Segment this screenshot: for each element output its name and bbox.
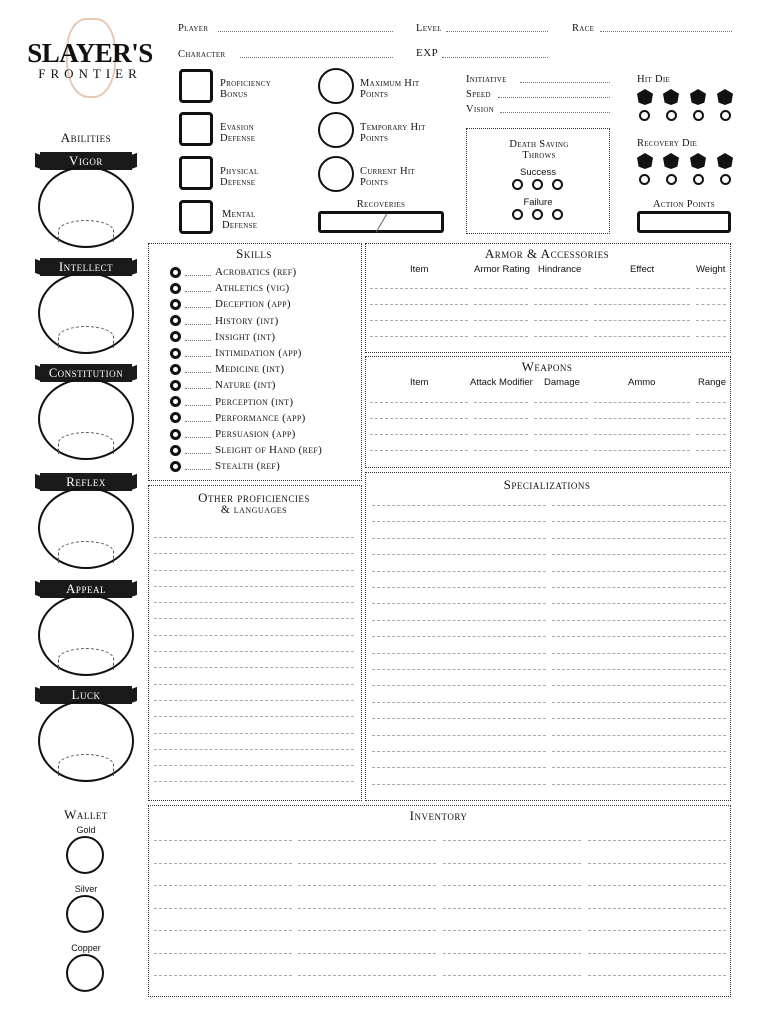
armor-row-line[interactable] bbox=[370, 320, 468, 321]
other-proficiency-line[interactable] bbox=[154, 553, 354, 554]
specialization-line[interactable] bbox=[372, 669, 546, 670]
silver-field[interactable] bbox=[66, 895, 104, 933]
specialization-line[interactable] bbox=[372, 751, 546, 752]
skill-name: Performance (app) bbox=[215, 411, 306, 424]
hit-die-check-4[interactable] bbox=[720, 110, 731, 121]
other-proficiency-line[interactable] bbox=[154, 635, 354, 636]
armor-col-hindrance: Hindrance bbox=[538, 264, 582, 275]
inventory-title: Inventory bbox=[409, 808, 468, 823]
logo-title: SLAYER'S bbox=[27, 38, 153, 68]
temporary-hit-points-circle[interactable] bbox=[318, 112, 354, 148]
inventory-line[interactable] bbox=[298, 863, 436, 864]
inventory-line[interactable] bbox=[588, 885, 726, 886]
luck-banner: Luck bbox=[40, 686, 132, 704]
reflex-banner: Reflex bbox=[40, 473, 132, 491]
specialization-line[interactable] bbox=[552, 735, 726, 736]
skill-name: History (int) bbox=[215, 314, 279, 327]
skill-row[interactable] bbox=[170, 395, 293, 409]
specialization-line[interactable] bbox=[552, 587, 726, 588]
skill-name: Medicine (int) bbox=[215, 363, 285, 376]
armor-row-line[interactable] bbox=[594, 336, 690, 337]
inventory-line[interactable] bbox=[154, 885, 292, 886]
failure-label: Failure bbox=[523, 197, 553, 208]
initiative-label: Initiative bbox=[466, 74, 507, 85]
luck-score[interactable] bbox=[38, 700, 134, 782]
armor-row-line[interactable] bbox=[474, 304, 528, 305]
inventory-line[interactable] bbox=[298, 953, 436, 954]
weapons-col-attack: Attack Modifier bbox=[470, 377, 533, 388]
initiative-field[interactable] bbox=[520, 82, 610, 83]
specialization-line[interactable] bbox=[552, 521, 726, 522]
inventory-line[interactable] bbox=[443, 885, 581, 886]
weapon-row-line[interactable] bbox=[370, 450, 468, 451]
current-hit-points-circle[interactable] bbox=[318, 156, 354, 192]
success-check-3[interactable] bbox=[552, 179, 563, 190]
specialization-line[interactable] bbox=[372, 571, 546, 572]
vision-field[interactable] bbox=[500, 112, 610, 113]
weapon-row-line[interactable] bbox=[474, 450, 528, 451]
weapon-row-line[interactable] bbox=[696, 450, 726, 451]
inventory-line[interactable] bbox=[588, 908, 726, 909]
skill-proficiency-checkbox[interactable] bbox=[170, 299, 181, 310]
armor-row-line[interactable] bbox=[474, 320, 528, 321]
level-field[interactable] bbox=[446, 31, 548, 32]
action-points-box[interactable] bbox=[637, 211, 731, 233]
other-proficiencies-title: Other proficiencies bbox=[198, 490, 310, 505]
other-proficiency-line[interactable] bbox=[154, 602, 354, 603]
race-label: Race bbox=[572, 23, 595, 34]
constitution-modifier[interactable] bbox=[58, 432, 114, 454]
weapon-row-line[interactable] bbox=[534, 418, 588, 419]
specialization-line[interactable] bbox=[372, 685, 546, 686]
evasion-defense-box[interactable] bbox=[179, 112, 213, 146]
inventory-line[interactable] bbox=[443, 953, 581, 954]
armor-row-line[interactable] bbox=[534, 288, 588, 289]
skill-modifier-field[interactable] bbox=[185, 365, 211, 373]
specialization-line[interactable] bbox=[552, 653, 726, 654]
weapon-row-line[interactable] bbox=[474, 418, 528, 419]
armor-row-line[interactable] bbox=[696, 304, 726, 305]
intellect-modifier[interactable] bbox=[58, 326, 114, 348]
specialization-line[interactable] bbox=[372, 554, 546, 555]
skill-modifier-field[interactable] bbox=[185, 317, 211, 325]
hit-die-check-1[interactable] bbox=[639, 110, 650, 121]
skill-row[interactable] bbox=[170, 459, 280, 473]
weapon-row-line[interactable] bbox=[370, 418, 468, 419]
armor-row-line[interactable] bbox=[534, 304, 588, 305]
recovery-die-check-3[interactable] bbox=[693, 174, 704, 185]
skill-proficiency-checkbox[interactable] bbox=[170, 461, 181, 472]
weapons-col-damage: Damage bbox=[544, 377, 580, 388]
specialization-line[interactable] bbox=[372, 784, 546, 785]
inventory-line[interactable] bbox=[588, 930, 726, 931]
skill-name: Athletics (vig) bbox=[215, 282, 290, 295]
skill-name: Nature (int) bbox=[215, 379, 276, 392]
skill-modifier-field[interactable] bbox=[185, 349, 211, 357]
weapons-col-item: Item bbox=[410, 377, 429, 388]
copper-label: Copper bbox=[71, 943, 101, 953]
armor-row-line[interactable] bbox=[696, 288, 726, 289]
current-hit-points-label: Current Hit Points bbox=[360, 166, 416, 188]
skill-proficiency-checkbox[interactable] bbox=[170, 267, 181, 278]
inventory-line[interactable] bbox=[154, 908, 292, 909]
armor-row-line[interactable] bbox=[370, 336, 468, 337]
specialization-line[interactable] bbox=[372, 718, 546, 719]
recovery-die-label: Recovery Die bbox=[637, 138, 698, 149]
weapon-row-line[interactable] bbox=[370, 402, 468, 403]
level-label: Level bbox=[416, 23, 442, 34]
action-points-label: Action Points bbox=[653, 199, 715, 210]
skill-modifier-field[interactable] bbox=[185, 462, 211, 470]
hit-die-d8-icon bbox=[690, 89, 706, 105]
other-proficiency-line[interactable] bbox=[154, 700, 354, 701]
weapon-row-line[interactable] bbox=[594, 434, 690, 435]
skill-modifier-field[interactable] bbox=[185, 381, 211, 389]
speed-field[interactable] bbox=[498, 97, 610, 98]
specialization-line[interactable] bbox=[552, 603, 726, 604]
other-proficiency-line[interactable] bbox=[154, 716, 354, 717]
armor-col-rating: Armor Rating bbox=[474, 264, 530, 275]
recovery-die-d6-icon bbox=[663, 153, 679, 169]
specialization-line[interactable] bbox=[372, 521, 546, 522]
specialization-line[interactable] bbox=[372, 735, 546, 736]
skill-name: Intimidation (app) bbox=[215, 347, 302, 359]
specialization-line[interactable] bbox=[372, 636, 546, 637]
inventory-line[interactable] bbox=[588, 840, 726, 841]
specialization-line[interactable] bbox=[552, 784, 726, 785]
physical-defense-label: Physical Defense bbox=[220, 166, 259, 188]
wallet-title: Wallet bbox=[64, 807, 108, 822]
other-proficiency-line[interactable] bbox=[154, 618, 354, 619]
recovery-die-d8-icon bbox=[690, 153, 706, 169]
inventory-line[interactable] bbox=[298, 840, 436, 841]
death-saving-throws-title: Death Saving Throws bbox=[509, 139, 569, 161]
constitution-score[interactable] bbox=[38, 378, 134, 460]
constitution-banner: Constitution bbox=[40, 364, 132, 382]
inventory-line[interactable] bbox=[588, 975, 726, 976]
reflex-score[interactable] bbox=[38, 487, 134, 569]
skill-name: Deception (app) bbox=[215, 298, 291, 311]
specializations-title: Specializations bbox=[503, 477, 591, 492]
specialization-line[interactable] bbox=[552, 538, 726, 539]
skill-proficiency-checkbox[interactable] bbox=[170, 396, 181, 407]
skill-proficiency-checkbox[interactable] bbox=[170, 380, 181, 391]
weapon-row-line[interactable] bbox=[534, 402, 588, 403]
other-proficiency-line[interactable] bbox=[154, 537, 354, 538]
skill-modifier-field[interactable] bbox=[185, 284, 211, 292]
luck-modifier[interactable] bbox=[58, 754, 114, 776]
weapon-row-line[interactable] bbox=[534, 434, 588, 435]
recovery-die-d4-icon bbox=[637, 153, 653, 169]
armor-row-line[interactable] bbox=[370, 304, 468, 305]
reflex-modifier[interactable] bbox=[58, 541, 114, 563]
inventory-line[interactable] bbox=[443, 975, 581, 976]
evasion-defense-label: Evasion Defense bbox=[220, 122, 256, 144]
player-label: Player bbox=[178, 23, 209, 34]
vigor-banner: Vigor bbox=[40, 152, 132, 170]
abilities-title: Abilities bbox=[60, 130, 112, 145]
other-proficiency-line[interactable] bbox=[154, 765, 354, 766]
failure-check-3[interactable] bbox=[552, 209, 563, 220]
other-proficiencies-panel bbox=[148, 485, 362, 801]
skill-row[interactable] bbox=[170, 411, 306, 425]
intellect-banner: Intellect bbox=[40, 258, 132, 276]
weapons-col-ammo: Ammo bbox=[628, 377, 656, 388]
weapon-row-line[interactable] bbox=[696, 418, 726, 419]
weapon-row-line[interactable] bbox=[696, 434, 726, 435]
armor-row-line[interactable] bbox=[594, 320, 690, 321]
success-check-2[interactable] bbox=[532, 179, 543, 190]
specialization-line[interactable] bbox=[372, 603, 546, 604]
skill-modifier-field[interactable] bbox=[185, 398, 211, 406]
death-saving-throws-panel bbox=[466, 128, 610, 234]
skill-proficiency-checkbox[interactable] bbox=[170, 331, 181, 342]
skill-modifier-field[interactable] bbox=[185, 300, 211, 308]
character-label: Character bbox=[178, 49, 226, 60]
skill-proficiency-checkbox[interactable] bbox=[170, 315, 181, 326]
inventory-line[interactable] bbox=[443, 840, 581, 841]
weapon-row-line[interactable] bbox=[696, 402, 726, 403]
armor-row-line[interactable] bbox=[534, 320, 588, 321]
hit-die-d6-icon bbox=[663, 89, 679, 105]
armor-row-line[interactable] bbox=[474, 336, 528, 337]
character-field[interactable] bbox=[240, 57, 393, 58]
other-proficiency-line[interactable] bbox=[154, 651, 354, 652]
other-proficiency-line[interactable] bbox=[154, 667, 354, 668]
skill-modifier-field[interactable] bbox=[185, 446, 211, 454]
specialization-line[interactable] bbox=[372, 767, 546, 768]
other-proficiencies-subtitle: & languages bbox=[220, 504, 288, 516]
skill-row[interactable] bbox=[170, 362, 284, 376]
skill-row[interactable] bbox=[170, 265, 297, 279]
skill-proficiency-checkbox[interactable] bbox=[170, 364, 181, 375]
skill-name: Acrobatics (ref) bbox=[215, 266, 297, 278]
recoveries-box[interactable] bbox=[318, 211, 444, 233]
specialization-line[interactable] bbox=[372, 620, 546, 621]
silver-label: Silver bbox=[74, 884, 98, 894]
logo-subtitle: FRONTIER bbox=[38, 66, 142, 81]
armor-row-line[interactable] bbox=[594, 288, 690, 289]
vigor-score[interactable] bbox=[38, 166, 134, 248]
maximum-hit-points-label: Maximum Hit Points bbox=[360, 78, 420, 100]
specialization-line[interactable] bbox=[552, 636, 726, 637]
physical-defense-box[interactable] bbox=[179, 156, 213, 190]
armor-row-line[interactable] bbox=[594, 304, 690, 305]
inventory-line[interactable] bbox=[443, 863, 581, 864]
vision-label: Vision bbox=[466, 104, 495, 115]
specialization-line[interactable] bbox=[552, 685, 726, 686]
weapon-row-line[interactable] bbox=[534, 450, 588, 451]
player-field[interactable] bbox=[218, 31, 393, 32]
hit-die-label: Hit Die bbox=[637, 74, 671, 85]
skill-modifier-field[interactable] bbox=[185, 430, 211, 438]
skill-row[interactable] bbox=[170, 378, 276, 392]
specialization-line[interactable] bbox=[552, 505, 726, 506]
recoveries-divider bbox=[376, 213, 388, 233]
vigor-modifier[interactable] bbox=[58, 220, 114, 242]
inventory-line[interactable] bbox=[298, 975, 436, 976]
inventory-line[interactable] bbox=[154, 953, 292, 954]
speed-label: Speed bbox=[466, 89, 491, 100]
specialization-line[interactable] bbox=[552, 669, 726, 670]
mental-defense-label: Mental Defense bbox=[222, 209, 258, 231]
appeal-banner: Appeal bbox=[40, 580, 132, 598]
inventory-line[interactable] bbox=[298, 885, 436, 886]
skill-proficiency-checkbox[interactable] bbox=[170, 429, 181, 440]
success-label: Success bbox=[520, 167, 556, 178]
hit-die-d4-icon bbox=[637, 89, 653, 105]
other-proficiency-line[interactable] bbox=[154, 586, 354, 587]
mental-defense-box[interactable] bbox=[179, 200, 213, 234]
appeal-score[interactable] bbox=[38, 594, 134, 676]
other-proficiency-line[interactable] bbox=[154, 570, 354, 571]
skill-row[interactable] bbox=[170, 427, 296, 441]
recovery-die-check-2[interactable] bbox=[666, 174, 677, 185]
recovery-die-check-4[interactable] bbox=[720, 174, 731, 185]
armor-col-item: Item bbox=[410, 264, 429, 275]
inventory-line[interactable] bbox=[588, 863, 726, 864]
skill-row[interactable] bbox=[170, 443, 322, 457]
skill-row[interactable] bbox=[170, 330, 275, 344]
copper-field[interactable] bbox=[66, 954, 104, 992]
skill-name: Insight (int) bbox=[215, 330, 276, 343]
armor-row-line[interactable] bbox=[534, 336, 588, 337]
exp-label: EXP bbox=[416, 47, 439, 59]
inventory-line[interactable] bbox=[154, 863, 292, 864]
armor-col-weight: Weight bbox=[696, 264, 726, 275]
armor-col-effect: Effect bbox=[630, 264, 655, 275]
maximum-hit-points-circle[interactable] bbox=[318, 68, 354, 104]
armor-row-line[interactable] bbox=[370, 288, 468, 289]
armor-row-line[interactable] bbox=[474, 288, 528, 289]
skill-name: Stealth (ref) bbox=[215, 460, 281, 473]
weapon-row-line[interactable] bbox=[594, 402, 690, 403]
temporary-hit-points-label: Temporary Hit Points bbox=[360, 122, 426, 144]
skill-proficiency-checkbox[interactable] bbox=[170, 283, 181, 294]
skill-row[interactable] bbox=[170, 346, 302, 360]
inventory-line[interactable] bbox=[298, 908, 436, 909]
specialization-line[interactable] bbox=[552, 571, 726, 572]
skills-title: Skills bbox=[236, 246, 272, 261]
inventory-line[interactable] bbox=[154, 975, 292, 976]
skill-proficiency-checkbox[interactable] bbox=[170, 445, 181, 456]
success-check-1[interactable] bbox=[512, 179, 523, 190]
inventory-panel bbox=[148, 805, 731, 997]
recovery-die-d10-icon bbox=[717, 153, 733, 169]
weapon-row-line[interactable] bbox=[474, 402, 528, 403]
other-proficiency-line[interactable] bbox=[154, 749, 354, 750]
failure-check-1[interactable] bbox=[512, 209, 523, 220]
specialization-line[interactable] bbox=[372, 538, 546, 539]
weapon-row-line[interactable] bbox=[474, 434, 528, 435]
other-proficiency-line[interactable] bbox=[154, 684, 354, 685]
skill-modifier-field[interactable] bbox=[185, 414, 211, 422]
inventory-line[interactable] bbox=[298, 930, 436, 931]
other-proficiency-line[interactable] bbox=[154, 733, 354, 734]
appeal-modifier[interactable] bbox=[58, 648, 114, 670]
inventory-line[interactable] bbox=[154, 930, 292, 931]
skill-name: Sleight of Hand (ref) bbox=[215, 444, 323, 457]
proficiency-bonus-label: Proficiency Bonus bbox=[220, 78, 272, 100]
skill-proficiency-checkbox[interactable] bbox=[170, 348, 181, 359]
armor-title: Armor & Accessories bbox=[484, 246, 610, 261]
specialization-line[interactable] bbox=[552, 702, 726, 703]
hit-die-d10-icon bbox=[717, 89, 733, 105]
specialization-line[interactable] bbox=[372, 702, 546, 703]
failure-check-2[interactable] bbox=[532, 209, 543, 220]
skill-name: Perception (int) bbox=[215, 395, 294, 408]
skill-row[interactable] bbox=[170, 297, 291, 311]
inventory-line[interactable] bbox=[588, 953, 726, 954]
weapons-panel bbox=[365, 356, 731, 468]
specialization-line[interactable] bbox=[372, 653, 546, 654]
armor-row-line[interactable] bbox=[696, 336, 726, 337]
armor-row-line[interactable] bbox=[696, 320, 726, 321]
recoveries-label: Recoveries bbox=[356, 199, 406, 210]
specialization-line[interactable] bbox=[552, 718, 726, 719]
logo bbox=[24, 18, 156, 98]
specialization-line[interactable] bbox=[552, 620, 726, 621]
race-field[interactable] bbox=[600, 31, 732, 32]
hit-die-check-3[interactable] bbox=[693, 110, 704, 121]
specialization-line[interactable] bbox=[372, 587, 546, 588]
weapons-col-range: Range bbox=[698, 377, 726, 388]
skill-proficiency-checkbox[interactable] bbox=[170, 412, 181, 423]
weapon-row-line[interactable] bbox=[594, 450, 690, 451]
weapons-title: Weapons bbox=[521, 359, 573, 374]
skill-row[interactable] bbox=[170, 281, 290, 295]
skill-row[interactable] bbox=[170, 314, 279, 328]
skill-modifier-field[interactable] bbox=[185, 268, 211, 276]
intellect-score[interactable] bbox=[38, 272, 134, 354]
other-proficiency-line[interactable] bbox=[154, 781, 354, 782]
specialization-line[interactable] bbox=[552, 767, 726, 768]
skill-name: Persuasion (app) bbox=[215, 428, 296, 440]
weapon-row-line[interactable] bbox=[370, 434, 468, 435]
specialization-line[interactable] bbox=[552, 751, 726, 752]
skill-modifier-field[interactable] bbox=[185, 333, 211, 341]
recovery-die-check-1[interactable] bbox=[639, 174, 650, 185]
exp-field[interactable] bbox=[442, 57, 548, 58]
hit-die-check-2[interactable] bbox=[666, 110, 677, 121]
gold-label: Gold bbox=[76, 825, 96, 835]
specialization-line[interactable] bbox=[372, 505, 546, 506]
specialization-line[interactable] bbox=[552, 554, 726, 555]
inventory-line[interactable] bbox=[443, 908, 581, 909]
gold-field[interactable] bbox=[66, 836, 104, 874]
inventory-line[interactable] bbox=[443, 930, 581, 931]
weapon-row-line[interactable] bbox=[594, 418, 690, 419]
inventory-line[interactable] bbox=[154, 840, 292, 841]
proficiency-bonus-box[interactable] bbox=[179, 69, 213, 103]
